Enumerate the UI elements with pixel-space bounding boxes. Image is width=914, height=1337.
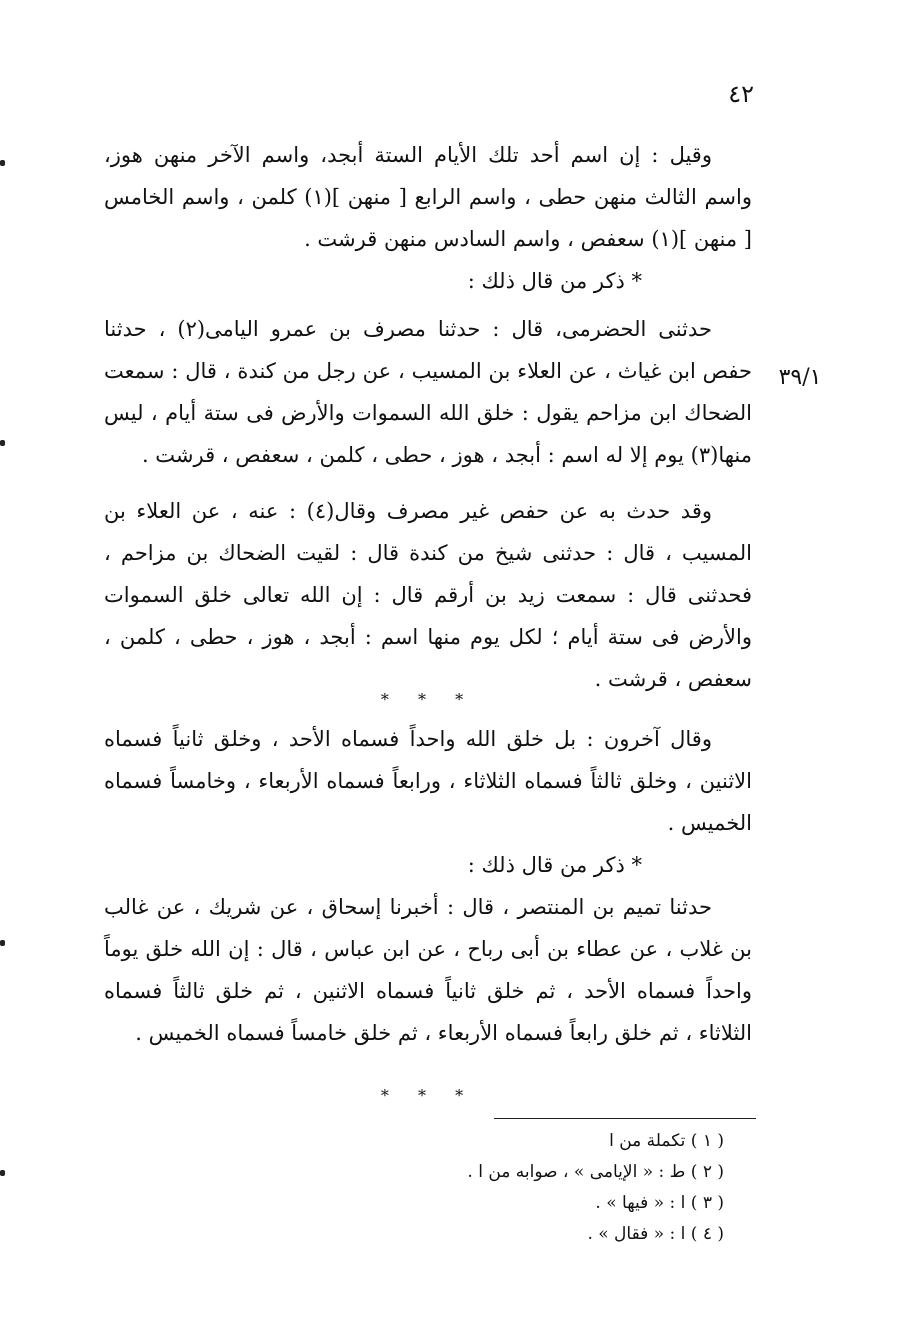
scan-edge-mark — [0, 160, 5, 166]
text-block-2 — [104, 718, 752, 1054]
paragraph: وقد حدث به عن حفص غير مصرف وقال(٤) : عنه ، عن العلاء بن المسيب ، قال : حدثنى شيخ من كندة قال : لقيت الضحاك بن مزاحم ، فحدثنى قال : سمعت زيد بن أرقم قال : إن الله تعالى خلق السموات والأرض فى ستة أيام ؛ لكل يوم منها اسم : أبجد ، هوز ، حطى ، كلمن ، سعفص ، قرشت . — [104, 499, 752, 691]
footnote: ( ٢ ) ط : « الإيامى » ، صوابه من ا . — [467, 1162, 724, 1182]
section-heading: * ذكر من قال ذلك : — [467, 269, 642, 293]
footnotes — [300, 1126, 724, 1250]
margin-reference: ٣٩/١ — [778, 365, 822, 390]
separator-stars: * * * — [380, 690, 476, 709]
footnote: ( ٣ ) ا : « فيها » . — [595, 1193, 724, 1213]
scan-edge-mark — [0, 1170, 5, 1176]
footnote: ( ١ ) تكملة من ا — [609, 1131, 724, 1151]
scan-edge-mark — [0, 440, 5, 446]
paragraph: حدثنا تميم بن المنتصر ، قال : أخبرنا إسحاق ، عن شريك ، عن غالب بن غلاب ، عن عطاء بن أبى رباح ، عن ابن عباس ، قال : إن الله خلق يوماً واحداً فسماه الأحد ، ثم خلق ثانياً فسماه الاثنين ، ثم خلق ثالثاً فسماه الثلاثاء ، ثم خلق رابعاً فسماه الأربعاء ، ثم خلق خامساً فسماه الخميس . — [104, 895, 752, 1045]
paragraph: وقال آخرون : بل خلق الله واحداً فسماه الأحد ، وخلق ثانياً فسماه الاثنين ، وخلق ثالثاً فسماه الثلاثاء ، ورابعاً فسماه الأربعاء ، وخامساً فسماه الخميس . — [104, 727, 752, 835]
footnote: ( ٤ ) ا : « فقال » . — [587, 1224, 724, 1244]
section-heading: * ذكر من قال ذلك : — [467, 853, 642, 877]
footnote-rule — [494, 1118, 756, 1119]
scan-edge-mark — [0, 940, 5, 946]
paragraph: وقيل : إن اسم أحد تلك الأيام الستة أبجد، واسم الآخر منهن هوز، واسم الثالث منهن حطى ، واسم الرابع [ منهن ](١) كلمن ، واسم الخامس [ منهن ](١) سعفص ، واسم السادس منهن قرشت . — [104, 143, 752, 251]
text-block-1 — [104, 134, 752, 700]
separator-stars: * * * — [380, 1086, 476, 1105]
page-number: ٤٢ — [728, 80, 754, 108]
paragraph: حدثنى الحضرمى، قال : حدثنا مصرف بن عمرو اليامى(٢) ، حدثنا حفص ابن غياث ، عن العلاء بن المسيب ، عن رجل من كندة ، قال : سمعت الضحاك ابن مزاحم يقول : خلق الله السموات والأرض فى ستة أيام ، ليس منها(٣) يوم إلا له اسم : أبجد ، هوز ، حطى ، كلمن ، سعفص ، قرشت . — [104, 317, 752, 467]
